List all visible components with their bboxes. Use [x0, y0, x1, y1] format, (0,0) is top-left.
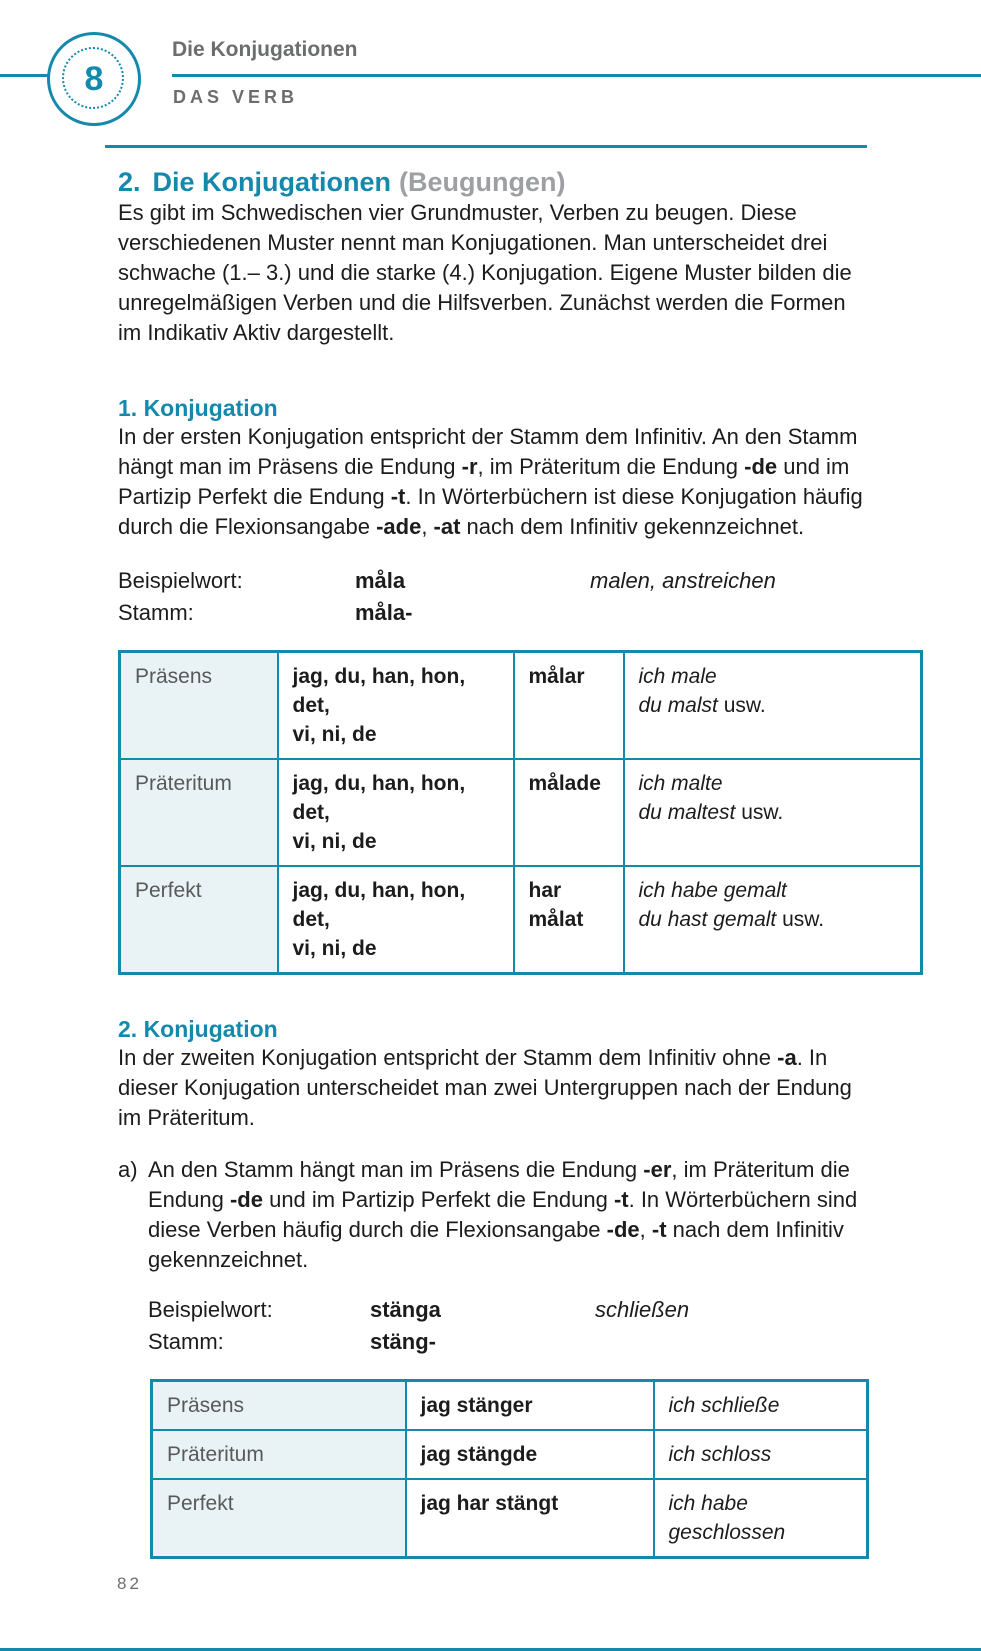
section-label: DAS VERB: [173, 87, 299, 107]
table-row: [152, 1479, 868, 1558]
pronouns-cell: jag, du, han, hon, det, vi, ni, de: [278, 759, 514, 866]
verb-form-cell: har målat: [514, 866, 624, 974]
section-2-heading: 2. Konjugation: [118, 1016, 278, 1042]
conjugation-table-2: [150, 1379, 869, 1559]
table-row: [120, 652, 922, 760]
tense-label: Perfekt: [152, 1479, 406, 1558]
page-number: 82: [117, 1574, 142, 1593]
verb-form-cell: målar: [514, 652, 624, 760]
header-rule-right: [172, 74, 981, 77]
example-stem-spacer: [595, 1327, 920, 1357]
example-block-1: [118, 566, 920, 628]
example-word: stänga: [370, 1297, 441, 1322]
verb-form-cell: jag stänger: [406, 1381, 654, 1431]
translation-cell: ich habe gemalt du hast gemalt usw.: [624, 866, 922, 974]
list-item-a-marker: a): [118, 1157, 138, 1182]
example-stem: måla-: [355, 600, 413, 625]
verb-form-cell: jag stängde: [406, 1430, 654, 1479]
example-word-translation: schließen: [595, 1297, 690, 1322]
pronouns-cell: jag, du, han, hon, det, vi, ni, de: [278, 866, 514, 974]
page-title-text: Die Konjugationen: [152, 167, 392, 197]
verb-form-cell: jag har stängt: [406, 1479, 654, 1558]
conjugation-table-1: [118, 650, 923, 975]
table-row: [120, 759, 922, 866]
list-item-a: [118, 1155, 920, 1275]
example-stem-spacer: [590, 598, 920, 628]
table-row: [152, 1381, 868, 1431]
section-1-paragraph: In der ersten Konjugation entspricht der Stamm dem Infinitiv. An den Stamm hängt man im Präsens die Endung -r, im Präteritum die Endung -de und im Partizip Perfekt die Endung -t. In Wörterbüchern ist diese Konjugation häufig durch die Flexionsangabe -ade, -at nach dem Infinitiv gekennzeichnet.: [118, 424, 863, 539]
header-rule-left: [0, 74, 48, 77]
table-row: [152, 1430, 868, 1479]
page-title-number: 2.: [118, 167, 141, 197]
page-title: [118, 166, 920, 198]
page-title-suffix: (Beugungen): [399, 167, 566, 197]
table-row: [120, 866, 922, 974]
example-stem: stäng-: [370, 1329, 436, 1354]
tense-label: Perfekt: [120, 866, 278, 974]
translation-cell: ich schließe: [654, 1381, 868, 1431]
example-word-label: Beispielwort:: [118, 568, 243, 593]
example-stem-label: Stamm:: [118, 600, 194, 625]
translation-cell: ich habe geschlossen: [654, 1479, 868, 1558]
section-1-heading: 1. Konjugation: [118, 395, 278, 421]
chapter-number: 8: [84, 59, 104, 98]
section-2-paragraph: In der zweiten Konjugation entspricht der Stamm dem Infinitiv ohne -a. In dieser Konjugation unterscheidet man zwei Untergruppen nach der Endung im Präteritum.: [118, 1045, 852, 1130]
translation-cell: ich male du malst usw.: [624, 652, 922, 760]
content-top-rule: [105, 145, 867, 148]
verb-form-cell: målade: [514, 759, 624, 866]
example-stem-label: Stamm:: [148, 1329, 224, 1354]
example-word: måla: [355, 568, 406, 593]
example-block-2: [148, 1295, 920, 1357]
tense-label: Präteritum: [120, 759, 278, 866]
translation-cell: ich malte du maltest usw.: [624, 759, 922, 866]
chapter-badge: [47, 32, 141, 126]
translation-cell: ich schloss: [654, 1430, 868, 1479]
list-item-a-paragraph: An den Stamm hängt man im Präsens die Endung -er, im Präteritum die Endung -de und im Partizip Perfekt die Endung -t. In Wörterbüchern sind diese Verben häufig durch die Flexionsangabe -de, -t nach dem Infinitiv gekennzeichnet.: [148, 1157, 858, 1272]
content-column: [118, 166, 920, 1559]
tense-label: Präsens: [152, 1381, 406, 1431]
pronouns-cell: jag, du, han, hon, det, vi, ni, de: [278, 652, 514, 760]
tense-label: Präteritum: [152, 1430, 406, 1479]
example-word-label: Beispielwort:: [148, 1297, 273, 1322]
example-word-translation: malen, anstreichen: [590, 568, 776, 593]
running-head: Die Konjugationen: [172, 38, 358, 61]
intro-paragraph: Es gibt im Schwedischen vier Grundmuster, Verben zu beugen. Diese verschiedenen Muster nennt man Konjugationen. Man unterscheidet drei schwache (1.– 3.) und die starke (4.) Konjugation. Eigene Muster bilden die unregelmäßigen Verben und die Hilfsverben. Zunächst werden die Formen im Indikativ Aktiv dargestellt.: [118, 200, 852, 345]
tense-label: Präsens: [120, 652, 278, 760]
